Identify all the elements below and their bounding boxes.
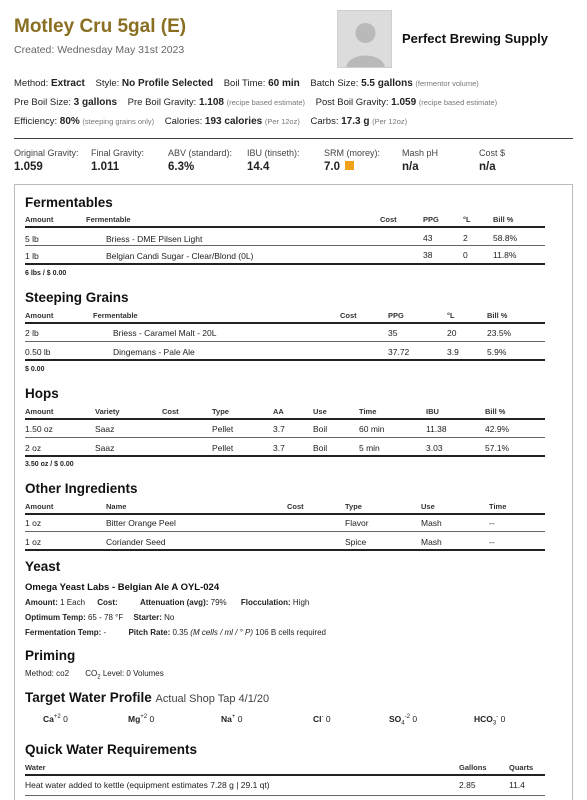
yeast-amount-label: Amount:	[25, 598, 58, 607]
col-header: Time	[359, 407, 377, 416]
col-header: Cost	[340, 311, 357, 320]
ion-symbol: Cl	[313, 714, 322, 724]
calories-note: (Per 12oz)	[264, 117, 300, 126]
carbs-label: Carbs:	[310, 116, 339, 127]
col-header: AA	[273, 407, 284, 416]
stat-ibu	[247, 148, 300, 173]
ion-subscript: 4	[401, 720, 405, 727]
yeast-pitch-cells: 106 B cells required	[255, 628, 327, 637]
table-cell: 37.72	[388, 347, 410, 357]
batch-note: (fermentor volume)	[415, 79, 479, 88]
table-cell: Boil	[313, 424, 328, 434]
stat-srm	[324, 148, 380, 173]
table-cell: 42.9%	[485, 424, 510, 434]
table-rule	[25, 531, 545, 532]
table-cell: 20	[447, 328, 457, 338]
ion-charge: -	[321, 714, 324, 721]
yeast-atten-label: Attenuation (avg):	[139, 598, 209, 607]
stat-label: Original Gravity:	[14, 148, 79, 158]
col-header: Water	[25, 763, 46, 772]
ion-value: 0	[412, 714, 418, 724]
table-cell: 1.50 oz	[25, 424, 53, 434]
col-header: Type	[212, 407, 229, 416]
ion-ca	[43, 714, 68, 724]
table-cell: Heat water added to kettle (equipment estimates 7.28 g | 29.1 qt)	[25, 780, 270, 790]
calories-value: 193 calories	[204, 116, 263, 127]
hops-title: Hops	[25, 386, 59, 401]
ion-symbol: Mg	[128, 714, 141, 724]
stats-bar	[14, 148, 574, 178]
table-cell: 11.4	[509, 780, 525, 790]
co2-suffix: Level: 0 Volumes	[100, 669, 164, 678]
table-cell: Bitter Orange Peel	[106, 518, 176, 528]
ion-value: 0	[149, 714, 155, 724]
col-header: Cost	[380, 215, 397, 224]
efficiency-label: Efficiency:	[14, 116, 58, 127]
priming-title: Priming	[25, 648, 76, 663]
yeast-opt: 65 - 78 °F	[87, 613, 124, 622]
table-cell: Pellet	[212, 443, 234, 453]
priming-method: Method: co2	[25, 669, 70, 678]
co2-prefix: CO	[85, 669, 98, 678]
yeast-row-1	[25, 598, 309, 607]
col-header: PPG	[423, 215, 439, 224]
created-date: Created: Wednesday May 31st 2023	[14, 44, 185, 56]
water-profile-heading: Target Water Profile	[25, 690, 152, 705]
table-cell: 2	[463, 233, 468, 243]
stat-cost	[479, 148, 505, 173]
table-cell: 23.5%	[487, 328, 512, 338]
postboil-gravity-value: 1.059	[391, 97, 417, 108]
table-rule	[25, 226, 545, 228]
ion-cl	[313, 714, 331, 724]
table-cell: 0	[463, 250, 468, 260]
table-cell: 38	[423, 250, 433, 260]
table-cell: 58.8%	[493, 233, 518, 243]
preboil-gravity-label: Pre Boil Gravity:	[127, 97, 197, 108]
table-rule	[25, 322, 545, 324]
carbs-value: 17.3 g	[341, 116, 370, 127]
ion-charge: -	[496, 714, 499, 721]
table-cell: 5 lb	[25, 234, 39, 244]
yeast-row-3	[25, 628, 326, 637]
recipe-title: Motley Cru 5gal (E)	[14, 16, 187, 37]
table-cell: Flavor	[345, 518, 369, 528]
ion-value: 0	[237, 714, 243, 724]
table-cell: Briess - Caramel Malt - 20L	[113, 328, 217, 338]
yeast-pitch: 0.35	[172, 628, 189, 637]
col-header: Bill %	[493, 215, 514, 224]
table-rule	[25, 418, 545, 420]
col-header: Time	[489, 502, 507, 511]
yeast-floc-label: Flocculation:	[240, 598, 291, 607]
water-profile-name: Actual Shop Tap 4/1/20	[155, 693, 270, 705]
yeast-cost-label: Cost:	[97, 598, 118, 607]
table-cell: Mash	[421, 537, 442, 547]
table-rule	[25, 245, 545, 246]
hops-total: 3.50 oz / $ 0.00	[25, 461, 74, 468]
ion-value: 0	[500, 714, 506, 724]
col-header: Gallons	[459, 763, 487, 772]
col-header: °L	[447, 311, 455, 320]
table-cell: Pellet	[212, 424, 234, 434]
preboil-size-value: 3 gallons	[73, 97, 118, 108]
efficiency-value: 80%	[59, 116, 80, 127]
ion-symbol: Ca	[43, 714, 54, 724]
stat-mash-ph	[402, 148, 438, 173]
col-header: Fermentable	[86, 215, 131, 224]
table-rule	[25, 774, 545, 776]
table-rule	[25, 359, 545, 361]
table-cell: 5.9%	[487, 347, 507, 357]
col-header: IBU	[426, 407, 439, 416]
ion-symbol: SO	[389, 714, 402, 724]
col-header: Cost	[287, 502, 304, 511]
ion-so4	[389, 714, 417, 727]
table-cell: 35	[388, 328, 398, 338]
yeast-atten: 79%	[210, 598, 227, 607]
priming-co2-level	[85, 669, 164, 681]
boil-value: 60 min	[268, 78, 300, 89]
ion-symbol: HCO	[474, 714, 493, 724]
table-cell: Belgian Candi Sugar - Clear/Blond (0L)	[106, 251, 254, 261]
stat-label: IBU (tinseth):	[247, 148, 300, 158]
table-cell: 5 min	[359, 443, 380, 453]
ion-charge: +2	[140, 714, 148, 721]
col-header: Amount	[25, 311, 54, 320]
col-header: °L	[463, 215, 471, 224]
batch-label: Batch Size:	[310, 78, 359, 89]
postboil-gravity-note: (recipe based estimate)	[418, 98, 498, 107]
table-cell: 3.7	[273, 424, 285, 434]
table-cell: --	[489, 518, 495, 528]
ion-symbol: Na	[221, 714, 232, 724]
col-header: Fermentable	[93, 311, 138, 320]
yeast-opt-label: Optimum Temp:	[25, 613, 86, 622]
yeast-ferm-label: Fermentation Temp:	[25, 628, 102, 637]
col-header: Bill %	[487, 311, 508, 320]
quick-water-title: Quick Water Requirements	[25, 742, 198, 757]
divider	[14, 138, 573, 139]
srm-color-swatch	[345, 161, 354, 170]
yeast-name: Omega Yeast Labs - Belgian Ale A OYL-024	[25, 582, 220, 593]
stat-value: 6.3%	[168, 161, 195, 173]
table-cell: Dingemans - Pale Ale	[113, 347, 195, 357]
col-header: Use	[421, 502, 435, 511]
preboil-gravity-note: (recipe based estimate)	[226, 98, 305, 107]
ion-charge: +	[231, 714, 236, 721]
table-cell: 11.38	[426, 424, 447, 434]
stat-label: Final Gravity:	[91, 148, 145, 158]
table-cell: 43	[423, 233, 433, 243]
table-cell: Boil	[313, 443, 328, 453]
table-cell: 1 lb	[25, 251, 39, 261]
stat-fg	[91, 148, 144, 173]
table-cell: Saaz	[95, 424, 115, 434]
stat-og	[14, 148, 79, 173]
table-cell: 2 lb	[25, 328, 39, 338]
ion-value: 0	[325, 714, 331, 724]
boil-label: Boil Time:	[223, 78, 266, 89]
col-header: Bill %	[485, 407, 506, 416]
method-value: Extract	[50, 78, 85, 89]
other-ingredients-title: Other Ingredients	[25, 481, 138, 496]
table-cell: Spice	[345, 537, 367, 547]
stat-value: 7.0	[324, 161, 340, 173]
ion-mg	[128, 714, 154, 724]
table-cell: 1 oz	[25, 537, 42, 547]
postboil-gravity-label: Post Boil Gravity:	[315, 97, 389, 108]
water-profile-title	[25, 690, 269, 705]
col-header: Type	[345, 502, 362, 511]
col-header: Amount	[25, 215, 54, 224]
yeast-row-2	[25, 613, 174, 622]
col-header: Amount	[25, 407, 54, 416]
col-header: Cost	[162, 407, 179, 416]
preboil-gravity-value: 1.108	[198, 97, 224, 108]
col-header: Name	[106, 502, 127, 511]
stat-value: 1.011	[91, 161, 120, 173]
table-cell: 3.7	[273, 443, 285, 453]
batch-value: 5.5 gallons	[361, 78, 413, 89]
stat-label: ABV (standard):	[168, 148, 233, 158]
shop-name: Perfect Brewing Supply	[402, 31, 548, 46]
table-rule	[25, 341, 545, 342]
table-cell: 1 oz	[25, 518, 42, 528]
priming-row	[25, 669, 164, 681]
fermentables-title: Fermentables	[25, 195, 113, 210]
yeast-floc: High	[292, 598, 310, 607]
col-header: PPG	[388, 311, 404, 320]
table-rule	[25, 513, 545, 515]
avatar-placeholder-icon	[337, 10, 392, 68]
table-rule	[25, 455, 545, 457]
table-rule	[25, 549, 545, 551]
stat-value: n/a	[402, 161, 419, 173]
yeast-title: Yeast	[25, 559, 61, 574]
stat-label: Cost $	[479, 148, 506, 158]
style-label: Style:	[95, 78, 120, 89]
yeast-starter-label: Starter:	[133, 613, 162, 622]
stat-value: 14.4	[247, 161, 270, 173]
table-rule	[25, 263, 545, 265]
calories-label: Calories:	[164, 116, 203, 127]
yeast-amount: 1 Each	[60, 598, 86, 607]
ion-subscript: 3	[492, 720, 497, 727]
table-cell: Coriander Seed	[106, 537, 166, 547]
table-cell: 0.50 lb	[25, 347, 51, 357]
stat-value: n/a	[479, 161, 496, 173]
col-header: Use	[313, 407, 327, 416]
ion-hco3	[474, 714, 505, 727]
method-label: Method:	[14, 78, 49, 89]
table-cell: Briess - DME Pilsen Light	[106, 234, 203, 244]
style-value: No Profile Selected	[121, 78, 214, 89]
ion-na	[221, 714, 243, 724]
stat-abv	[168, 148, 232, 173]
yeast-pitch-units: (M cells / ml / ° P)	[190, 628, 254, 637]
table-cell: --	[489, 537, 495, 547]
stat-label: SRM (morey):	[324, 148, 380, 158]
table-cell: 57.1%	[485, 443, 510, 453]
yeast-starter: No	[164, 613, 175, 622]
yeast-ferm: -	[103, 628, 107, 637]
ion-value: 0	[63, 714, 68, 724]
table-cell: Saaz	[95, 443, 115, 453]
meta-row-3	[14, 116, 407, 127]
fermentables-total: 6 lbs / $ 0.00	[25, 270, 67, 277]
yeast-pitch-label: Pitch Rate:	[128, 628, 171, 637]
col-header: Amount	[25, 502, 54, 511]
co2-sub: 2	[97, 674, 101, 681]
table-rule	[25, 795, 545, 796]
table-cell: 3.03	[426, 443, 443, 453]
col-header: Quarts	[509, 763, 534, 772]
ion-charge: -2	[404, 714, 410, 721]
table-cell: Mash	[421, 518, 442, 528]
col-header: Variety	[95, 407, 120, 416]
ion-charge: +2	[53, 714, 61, 721]
table-cell: 2.85	[459, 780, 476, 790]
table-cell: 11.8%	[493, 250, 517, 260]
table-cell: 3.9	[447, 347, 459, 357]
meta-row-2	[14, 97, 497, 108]
stat-value: 1.059	[14, 161, 43, 173]
steeping-total: $ 0.00	[25, 366, 45, 373]
table-rule	[25, 437, 545, 438]
preboil-size-label: Pre Boil Size:	[14, 97, 72, 108]
meta-row-1	[14, 78, 479, 89]
steeping-title: Steeping Grains	[25, 290, 129, 305]
stat-label: Mash pH	[402, 148, 439, 158]
efficiency-note: (steeping grains only)	[82, 117, 155, 126]
carbs-note: (Per 12oz)	[372, 117, 408, 126]
table-cell: 60 min	[359, 424, 385, 434]
table-cell: 2 oz	[25, 443, 42, 453]
